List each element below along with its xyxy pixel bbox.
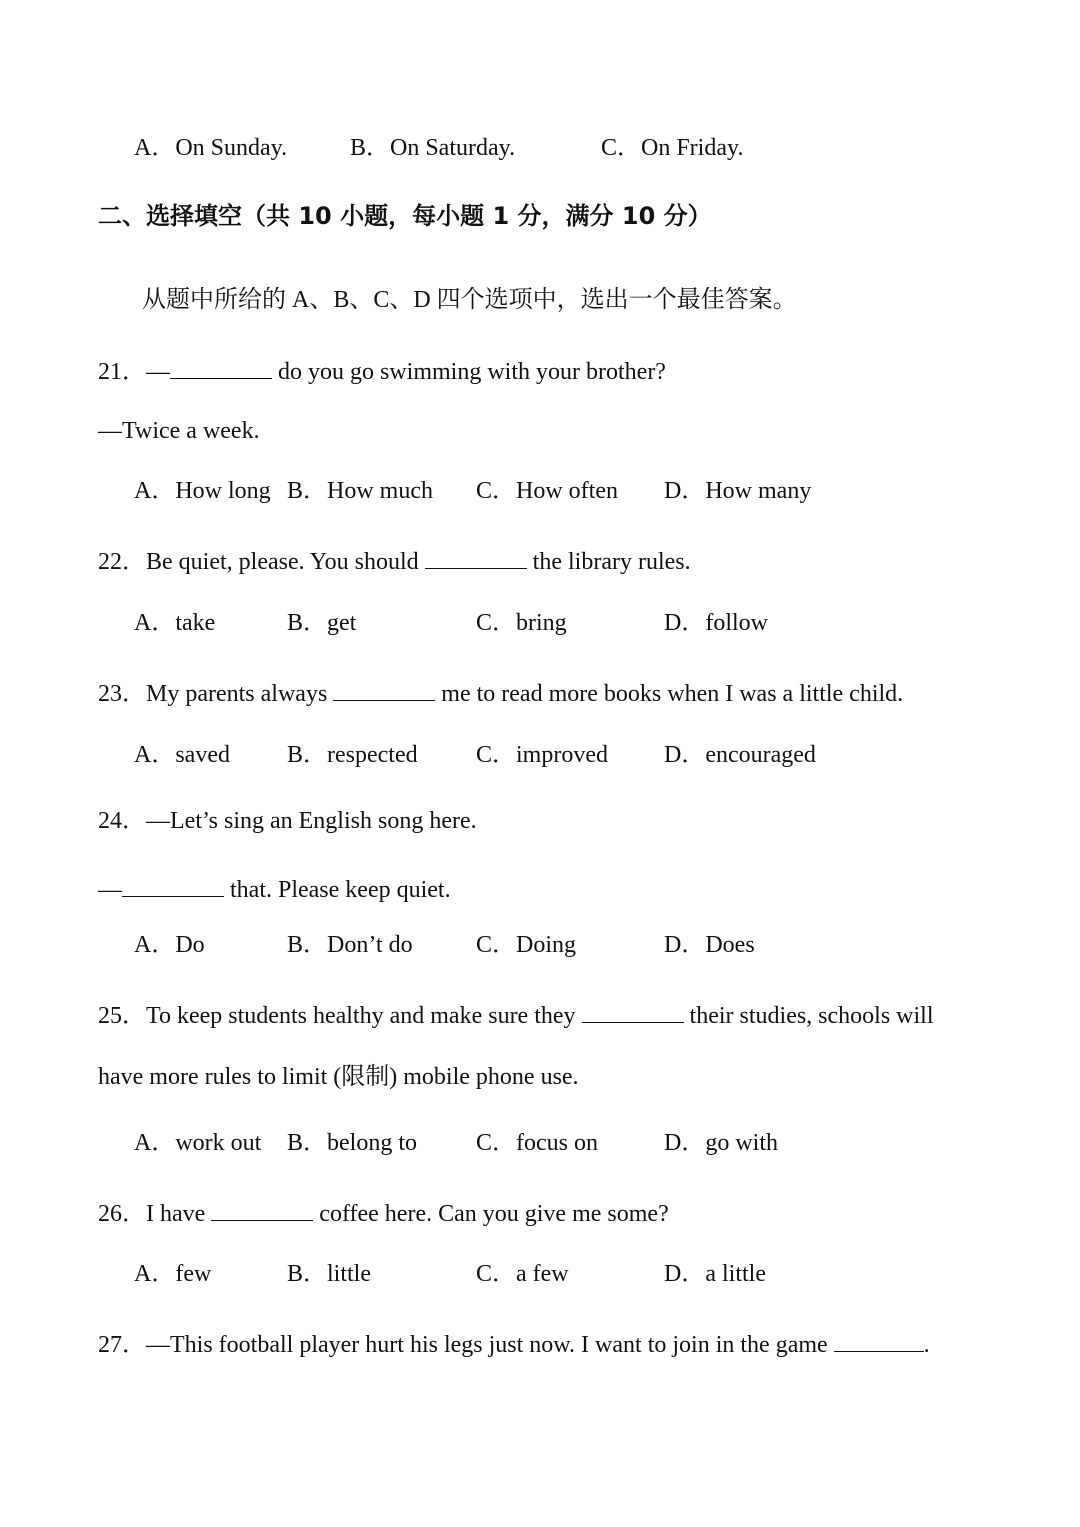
answer-blank: [834, 1328, 924, 1352]
q22-option-d: D．follow: [664, 610, 768, 636]
answer-blank: [582, 999, 684, 1023]
question-27: 27．—This football player hurt his legs just now. I want to join in the game .: [98, 1328, 930, 1357]
q24-option-b: B．Don’t do: [287, 932, 413, 958]
q21-option-d: D．How many: [664, 478, 812, 504]
q23-option-c: C．improved: [476, 742, 608, 768]
answer-blank: [211, 1197, 313, 1221]
q22-option-c: C．bring: [476, 610, 567, 636]
question-number: 25．: [98, 1002, 146, 1029]
q24-option-c: C．Doing: [476, 932, 577, 958]
q25-option-d: D．go with: [664, 1130, 778, 1156]
q23-option-d: D．encouraged: [664, 742, 816, 768]
answer-blank: [170, 355, 272, 379]
q24-option-a: A．Do: [134, 932, 205, 958]
q22-option-b: B．get: [287, 610, 357, 636]
q21-option-a: A．How long: [134, 478, 271, 504]
question-number: 24．: [98, 808, 146, 834]
prev-option-b: B．On Saturday.: [350, 135, 516, 161]
q24-option-d: D．Does: [664, 932, 755, 958]
question-number: 22．: [98, 548, 146, 575]
prev-option-c: C．On Friday.: [601, 135, 744, 161]
section-instruction: 从题中所给的 A、B、C、D 四个选项中，选出一个最佳答案。: [142, 287, 797, 313]
question-25: 25．To keep students healthy and make sure they their studies, schools will: [98, 999, 934, 1028]
prev-option-a: A．On Sunday.: [134, 135, 288, 161]
q25-option-b: B．belong to: [287, 1130, 417, 1156]
q21-option-b: B．How much: [287, 478, 433, 504]
section-heading: 二、选择填空（共 10 小题，每小题 1 分，满分 10 分）: [98, 202, 712, 230]
question-24-reply: — that. Please keep quiet.: [98, 873, 451, 902]
question-number: 27．: [98, 1331, 146, 1358]
q23-option-a: A．saved: [134, 742, 230, 768]
q25-option-c: C．focus on: [476, 1130, 598, 1156]
q21-option-c: C．How often: [476, 478, 618, 504]
question-21-reply: —Twice a week.: [98, 418, 260, 444]
question-number: 26．: [98, 1200, 146, 1227]
q26-option-a: A．few: [134, 1261, 212, 1287]
question-number: 23．: [98, 680, 146, 707]
question-24: 24．—Let’s sing an English song here.: [98, 808, 477, 834]
question-21: 21．— do you go swimming with your brother?: [98, 355, 666, 384]
q26-option-b: B．little: [287, 1261, 371, 1287]
question-number: 21．: [98, 358, 146, 385]
q26-option-c: C．a few: [476, 1261, 569, 1287]
question-23: 23．My parents always me to read more books when I was a little child.: [98, 677, 903, 706]
q25-option-a: A．work out: [134, 1130, 262, 1156]
question-26: 26．I have coffee here. Can you give me some?: [98, 1197, 669, 1226]
question-22: 22．Be quiet, please. You should the library rules.: [98, 545, 691, 574]
answer-blank: [425, 545, 527, 569]
answer-blank: [122, 873, 224, 897]
q22-option-a: A．take: [134, 610, 216, 636]
answer-blank: [333, 677, 435, 701]
q23-option-b: B．respected: [287, 742, 418, 768]
question-25-line2: have more rules to limit (限制) mobile phone use.: [98, 1064, 579, 1090]
q26-option-d: D．a little: [664, 1261, 766, 1287]
